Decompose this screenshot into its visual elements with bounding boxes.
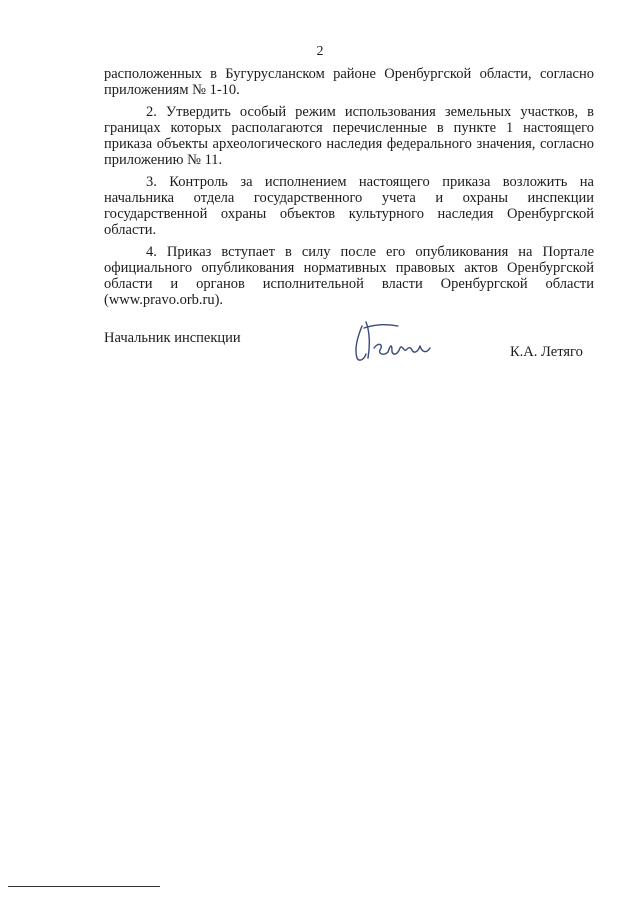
signer-title: Начальник инспекции xyxy=(104,330,241,346)
footer-rule xyxy=(8,886,160,887)
document-body xyxy=(104,66,594,314)
paragraph-item-2: 2. Утвердить особый режим использования земельных участков, в границах которых располагаются перечисленные в пункте 1 настоящего приказа объекты археологического наследия федерального значения, согласно приложению № 11. xyxy=(104,104,594,168)
paragraph-continuation: расположенных в Бугурусланском районе Оренбургской области, согласно приложениям № 1-10. xyxy=(104,66,594,98)
signer-name: К.А. Летяго xyxy=(510,344,583,360)
handwritten-signature xyxy=(348,318,438,368)
page-number: 2 xyxy=(316,44,324,59)
paragraph-item-3: 3. Контроль за исполнением настоящего приказа возложить на начальника отдела государственного учета и охраны инспекции государственной охраны объектов культурного наследия Оренбургской области. xyxy=(104,174,594,238)
paragraph-item-4: 4. Приказ вступает в силу после его опубликования на Портале официального опубликования нормативных правовых актов Оренбургской области и органов исполнительной власти Оренбургской области (www.pravo.orb.ru). xyxy=(104,244,594,308)
